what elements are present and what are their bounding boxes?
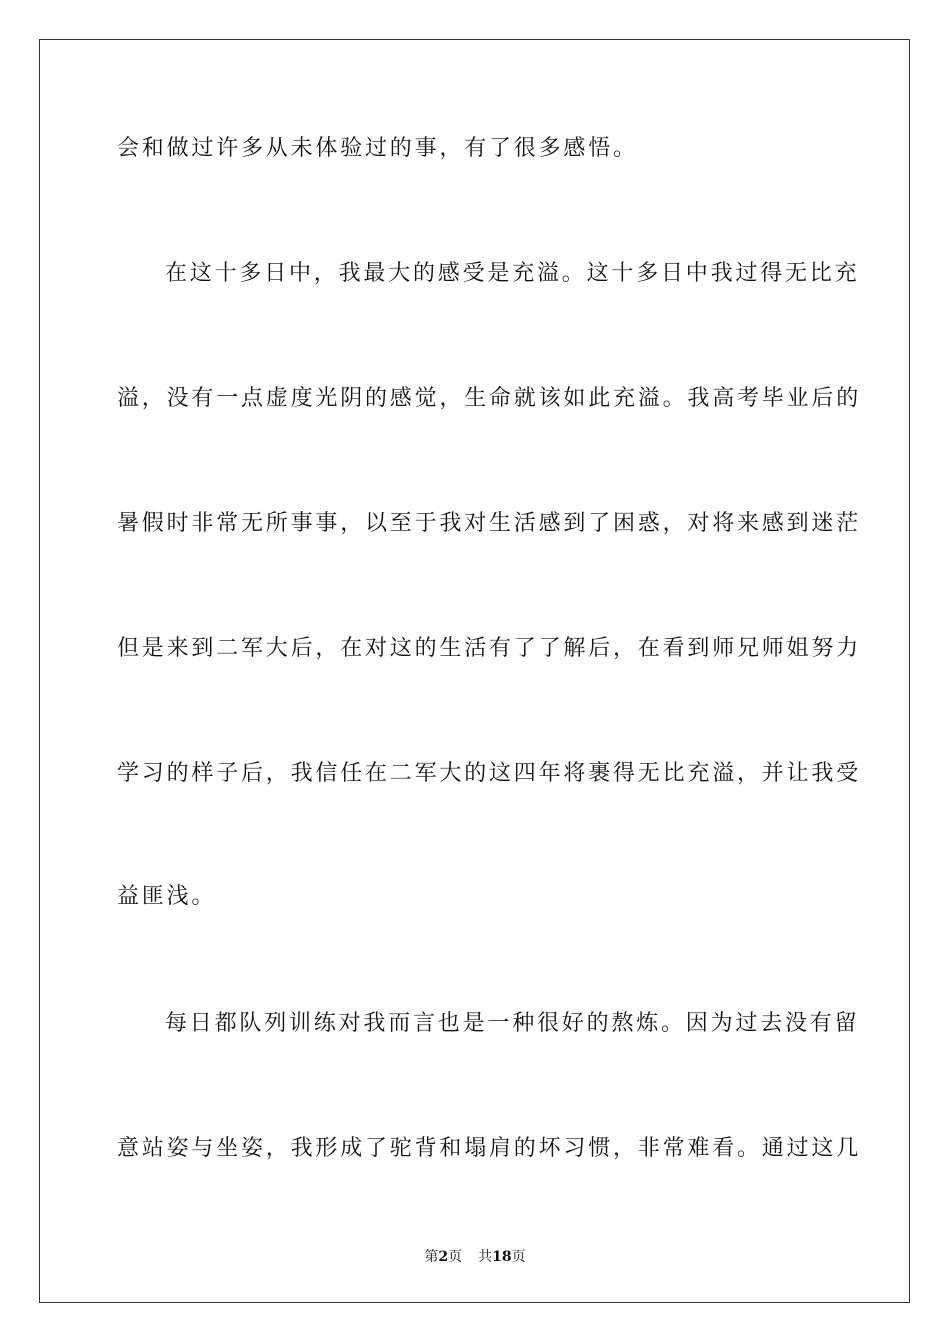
total-pages: 18 <box>492 1249 512 1265</box>
page-suffix: 页 <box>448 1249 463 1265</box>
text-line: 溢，没有一点虚度光阴的感觉，生命就该如此充溢。我高考毕业后的 <box>117 386 862 411</box>
text-line: 会和做过许多从未体验过的事，有了很多感悟。 <box>117 136 638 161</box>
text-line: 但是来到二军大后，在对这的生活有了了解后，在看到师兄师姐努力 <box>117 636 862 661</box>
page-footer <box>0 1247 950 1267</box>
total-prefix: 共 <box>478 1249 493 1265</box>
page-border <box>39 39 910 1303</box>
text-line: 意站姿与坐姿，我形成了驼背和塌肩的坏习惯，非常难看。通过这几 <box>117 1136 862 1161</box>
text-line: 学习的样子后，我信任在二军大的这四年将裹得无比充溢，并让我受 <box>117 761 862 786</box>
total-suffix: 页 <box>511 1249 526 1265</box>
page-prefix: 第 <box>424 1249 439 1265</box>
page-number: 2 <box>438 1249 449 1265</box>
paragraph-start-line: 每日都队列训练对我而言也是一种很好的熬炼。因为过去没有留 <box>165 1011 860 1036</box>
text-line: 益匪浅。 <box>117 884 217 909</box>
text-line: 暑假时非常无所事事，以至于我对生活感到了困惑，对将来感到迷茫 <box>117 511 862 536</box>
paragraph-start-line: 在这十多日中，我最大的感受是充溢。这十多日中我过得无比充 <box>165 261 860 286</box>
